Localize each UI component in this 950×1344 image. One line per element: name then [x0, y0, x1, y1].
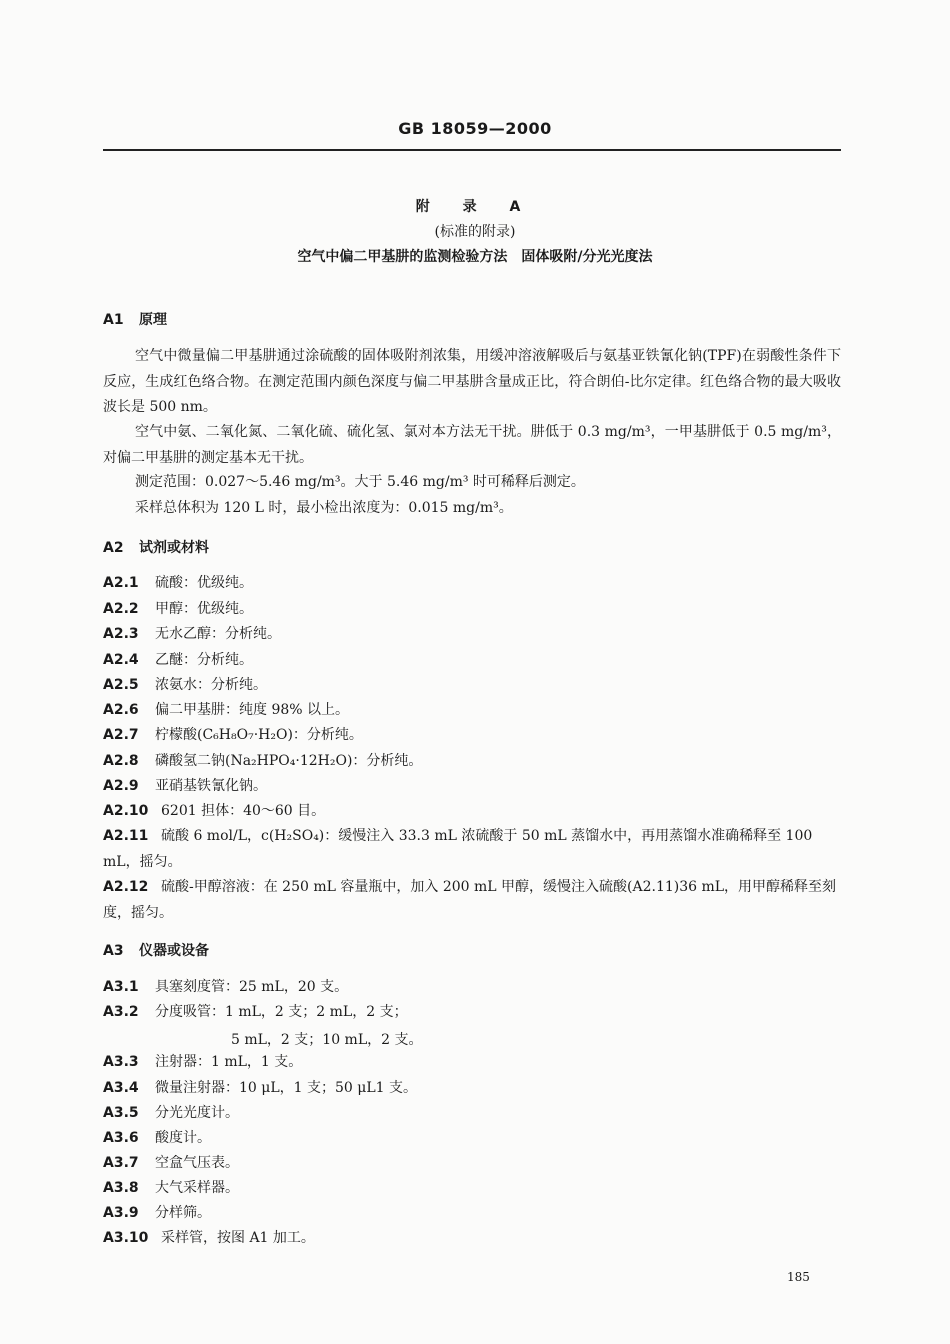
- item-number: A3.9: [103, 1205, 139, 1221]
- list-item: [103, 1000, 841, 1026]
- header-rule: [103, 149, 841, 151]
- item-text: 酸度计。: [155, 1130, 211, 1146]
- section-a1-heading: [103, 309, 167, 329]
- item-text: 柠檬酸(C₆H₈O₇·H₂O)：分析纯。: [155, 727, 363, 743]
- list-item-continuation: 5 mL，2 支；10 mL，2 支。: [231, 1032, 423, 1048]
- list-item: [103, 1050, 841, 1076]
- item-number: A2.5: [103, 677, 139, 693]
- list-item: [103, 1126, 841, 1152]
- list-item: [103, 749, 841, 775]
- section-title: 原理: [139, 312, 167, 328]
- item-text: 偏二甲基肼：纯度 98% 以上。: [155, 702, 350, 718]
- item-text: 注射器：1 mL，1 支。: [155, 1054, 303, 1070]
- item-number: A2.1: [103, 575, 139, 591]
- a1-paragraph-1: 空气中微量偏二甲基肼通过涂硫酸的固体吸附剂浓集，用缓冲溶液解吸后与氨基亚铁氰化钠(TPF)在弱酸性条件下反应，生成红色络合物。在测定范围内颜色深度与偏二甲基肼含量成正比，符合朗伯-比尔定律。红色络合物的最大吸收波长是 500 nm。: [103, 348, 841, 415]
- list-item: [103, 571, 841, 597]
- item-number: A3.4: [103, 1080, 139, 1096]
- section-a2-heading: [103, 537, 209, 557]
- item-number: A3.1: [103, 979, 139, 995]
- appendix-subtitle: (标准的附录): [434, 224, 516, 240]
- item-number: A2.8: [103, 753, 139, 769]
- item-number: A3.3: [103, 1054, 139, 1070]
- list-item: [103, 875, 841, 926]
- item-text: 空盒气压表。: [155, 1155, 239, 1171]
- list-item: [103, 1101, 841, 1127]
- list-item: [103, 975, 841, 1001]
- list-item: [103, 698, 841, 724]
- item-text: 采样管，按图 A1 加工。: [161, 1230, 315, 1246]
- item-text: 磷酸氢二钠(Na₂HPO₄·12H₂O)：分析纯。: [155, 753, 423, 769]
- list-item: [103, 824, 841, 875]
- appendix-title: 附 录 A: [415, 199, 535, 215]
- item-number: A2.9: [103, 778, 139, 794]
- item-number: A3.8: [103, 1180, 139, 1196]
- item-text: 甲醇：优级纯。: [155, 601, 253, 617]
- item-text: 浓氨水：分析纯。: [155, 677, 267, 693]
- item-text: 硫酸：优级纯。: [155, 575, 253, 591]
- list-item: [103, 723, 841, 749]
- item-number: A2.12: [103, 879, 149, 895]
- item-text: 分样筛。: [155, 1205, 211, 1221]
- section-number: A2: [103, 540, 124, 556]
- section-a3-heading: [103, 940, 209, 960]
- list-item: [103, 1176, 841, 1202]
- item-text: 无水乙醇：分析纯。: [155, 626, 281, 642]
- list-item: [103, 622, 841, 648]
- a1-paragraph-4: 采样总体积为 120 L 时，最小检出浓度为：0.015 mg/m³。: [135, 500, 513, 516]
- item-number: A2.3: [103, 626, 139, 642]
- section-number: A3: [103, 943, 124, 959]
- list-item: [103, 648, 841, 674]
- item-number: A2.7: [103, 727, 139, 743]
- a1-paragraph-2: 空气中氨、二氧化氮、二氧化硫、硫化氢、氯对本方法无干扰。肼低于 0.3 mg/m³，一甲基肼低于 0.5 mg/m³，对偏二甲基肼的测定基本无干扰。: [103, 424, 841, 466]
- page-number: 185: [787, 1270, 810, 1284]
- item-number: A3.6: [103, 1130, 139, 1146]
- section-title: 仪器或设备: [139, 943, 209, 959]
- item-number: A3.5: [103, 1105, 139, 1121]
- item-number: A3.2: [103, 1004, 139, 1020]
- section-number: A1: [103, 312, 124, 328]
- list-item: [103, 774, 841, 800]
- item-number: A2.6: [103, 702, 139, 718]
- item-number: A2.2: [103, 601, 139, 617]
- item-number: A3.7: [103, 1155, 139, 1171]
- item-text: 大气采样器。: [155, 1180, 239, 1196]
- item-number: A2.11: [103, 828, 149, 844]
- item-text: 亚硝基铁氰化钠。: [155, 778, 267, 794]
- section-title: 试剂或材料: [139, 540, 209, 556]
- list-item: [103, 673, 841, 699]
- list-item: [103, 1076, 841, 1102]
- list-item: [103, 1151, 841, 1177]
- list-item: [103, 1226, 841, 1252]
- a1-paragraph-3: 测定范围：0.027～5.46 mg/m³。大于 5.46 mg/m³ 时可稀释后测定。: [135, 474, 585, 490]
- list-item: [103, 799, 841, 825]
- item-number: A3.10: [103, 1230, 149, 1246]
- method-title: 空气中偏二甲基肼的监测检验方法 固体吸附/分光光度法: [297, 249, 653, 265]
- item-text: 6201 担体：40～60 目。: [161, 803, 326, 819]
- item-number: A2.10: [103, 803, 149, 819]
- item-number: A2.4: [103, 652, 139, 668]
- item-text: 硫酸 6 mol/L，c(H₂SO₄)：缓慢注入 33.3 mL 浓硫酸于 50 mL 蒸馏水中，再用蒸馏水准确稀释至 100 mL，摇匀。: [103, 828, 813, 870]
- item-text: 具塞刻度管：25 mL，20 支。: [155, 979, 349, 995]
- list-item: [103, 1201, 841, 1227]
- item-text: 微量注射器：10 μL，1 支；50 μL1 支。: [155, 1080, 418, 1096]
- standard-header: GB 18059—2000: [398, 119, 552, 138]
- item-text: 硫酸-甲醇溶液：在 250 mL 容量瓶中，加入 200 mL 甲醇，缓慢注入硫酸(A2.11)36 mL，用甲醇稀释至刻度，摇匀。: [103, 879, 837, 921]
- item-text: 分光光度计。: [155, 1105, 239, 1121]
- item-text: 乙醚：分析纯。: [155, 652, 253, 668]
- item-text: 分度吸管：1 mL，2 支；2 mL，2 支；: [155, 1004, 408, 1020]
- list-item: [103, 597, 841, 623]
